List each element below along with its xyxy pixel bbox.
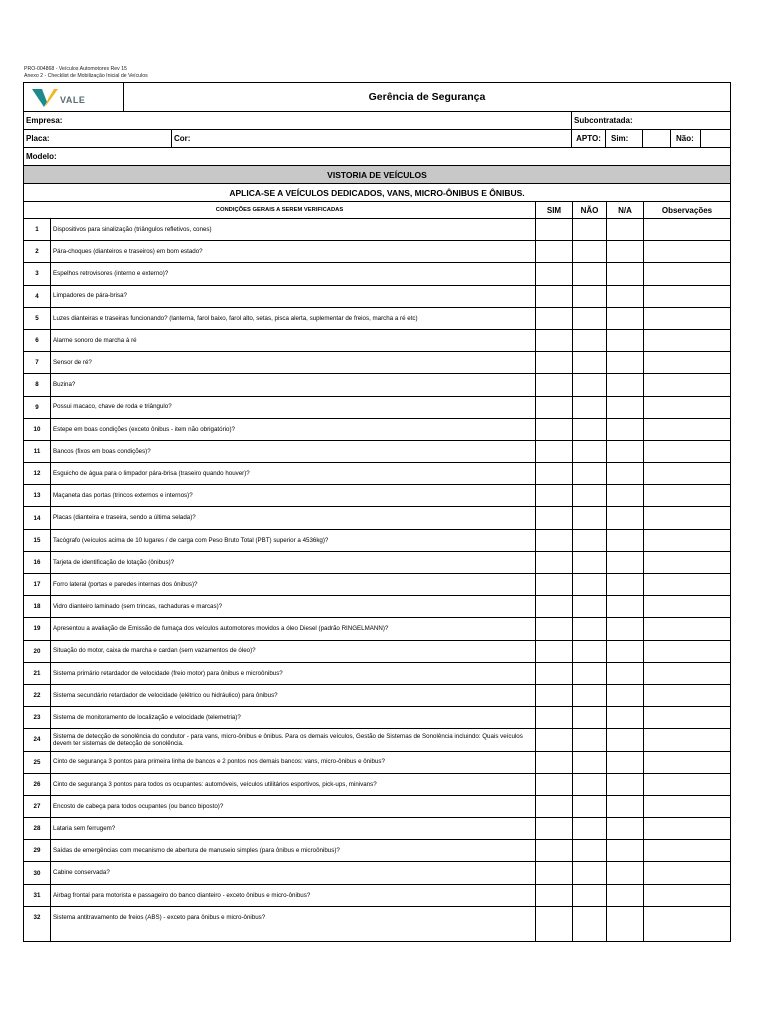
modelo-field[interactable]: Modelo: xyxy=(26,152,57,161)
item-description: Espelhos retrovisores (interno e externo)? xyxy=(51,263,536,284)
section-subtitle: APLICA-SE A VEÍCULOS DEDICADOS, VANS, MICRO-ÔNIBUS E ÔNIBUS. xyxy=(229,187,525,198)
item-na-checkbox[interactable] xyxy=(607,729,644,750)
item-description: Apresentou a avaliação de Emissão de fumaça dos veículos automotores movidos a óleo Diesel (padrão RINGELMANN)? xyxy=(51,618,536,639)
item-sim-checkbox[interactable] xyxy=(536,263,573,284)
item-nao-checkbox[interactable] xyxy=(573,374,607,395)
col-obs: Observações xyxy=(661,205,713,215)
apto-sim-box[interactable] xyxy=(643,130,671,147)
item-description: Airbag frontal para motorista e passageiro do banco dianteiro - exceto ônibus e micro-ônibus? xyxy=(51,885,536,906)
item-description: Possui macaco, chave de roda e triângulo? xyxy=(51,397,536,418)
item-na-checkbox[interactable] xyxy=(607,685,644,706)
item-number: 5 xyxy=(24,308,51,329)
item-number: 30 xyxy=(24,862,51,883)
item-observations-field[interactable] xyxy=(644,286,730,307)
item-nao-checkbox[interactable] xyxy=(573,641,607,662)
item-number: 29 xyxy=(24,840,51,861)
item-number: 4 xyxy=(24,286,51,307)
item-nao-checkbox[interactable] xyxy=(573,419,607,440)
item-sim-checkbox[interactable] xyxy=(536,818,573,839)
table-row xyxy=(24,241,730,263)
item-sim-checkbox[interactable] xyxy=(536,774,573,795)
placa-field[interactable]: Placa: xyxy=(24,130,172,147)
item-sim-checkbox[interactable] xyxy=(536,574,573,595)
item-observations-field[interactable] xyxy=(644,263,730,284)
table-row xyxy=(24,219,730,241)
table-row xyxy=(24,840,730,862)
item-nao-checkbox[interactable] xyxy=(573,707,607,728)
item-number: 6 xyxy=(24,330,51,351)
title-row xyxy=(24,83,730,112)
item-sim-checkbox[interactable] xyxy=(536,618,573,639)
item-sim-checkbox[interactable] xyxy=(536,241,573,262)
item-nao-checkbox[interactable] xyxy=(573,840,607,861)
table-row xyxy=(24,308,730,330)
table-row xyxy=(24,818,730,840)
item-number: 18 xyxy=(24,596,51,617)
item-na-checkbox[interactable] xyxy=(607,574,644,595)
cor-field[interactable]: Cor: xyxy=(172,130,572,147)
item-nao-checkbox[interactable] xyxy=(573,308,607,329)
item-na-checkbox[interactable] xyxy=(607,774,644,795)
table-row xyxy=(24,574,730,596)
table-row xyxy=(24,796,730,818)
item-observations-field[interactable] xyxy=(644,774,730,795)
item-nao-checkbox[interactable] xyxy=(573,885,607,906)
item-na-checkbox[interactable] xyxy=(607,507,644,528)
item-description: Encosto de cabeça para todos ocupantes (ou banco biposto)? xyxy=(51,796,536,817)
col-nao: NÃO xyxy=(573,202,607,218)
item-sim-checkbox[interactable] xyxy=(536,840,573,861)
table-row xyxy=(24,552,730,574)
item-number: 1 xyxy=(24,219,51,240)
apto-nao-label: Não: xyxy=(671,130,701,147)
item-na-checkbox[interactable] xyxy=(607,907,644,929)
item-sim-checkbox[interactable] xyxy=(536,463,573,484)
item-sim-checkbox[interactable] xyxy=(536,352,573,373)
item-description: Tarjeta de identificação de lotação (ônibus)? xyxy=(51,552,536,573)
item-na-checkbox[interactable] xyxy=(607,885,644,906)
item-observations-field[interactable] xyxy=(644,552,730,573)
item-number: 26 xyxy=(24,774,51,795)
tail-desc-cell xyxy=(51,929,536,941)
item-na-checkbox[interactable] xyxy=(607,618,644,639)
item-number: 16 xyxy=(24,552,51,573)
item-description: Luzes dianteiras e traseiras funcionando? (lanterna, farol baixo, farol alto, setas, pisca alerta, suplementar de freios, marcha a ré etc) xyxy=(51,308,536,329)
item-nao-checkbox[interactable] xyxy=(573,818,607,839)
item-description: Alarme sonoro de marcha à ré xyxy=(51,330,536,351)
table-row xyxy=(24,463,730,485)
table-row xyxy=(24,641,730,663)
item-na-checkbox[interactable] xyxy=(607,241,644,262)
table-row xyxy=(24,485,730,507)
table-row xyxy=(24,419,730,441)
item-na-checkbox[interactable] xyxy=(607,818,644,839)
item-description: Sensor de ré? xyxy=(51,352,536,373)
item-observations-field[interactable] xyxy=(644,463,730,484)
table-row xyxy=(24,374,730,396)
item-sim-checkbox[interactable] xyxy=(536,907,573,929)
item-nao-checkbox[interactable] xyxy=(573,574,607,595)
item-na-checkbox[interactable] xyxy=(607,352,644,373)
table-row xyxy=(24,774,730,796)
item-sim-checkbox[interactable] xyxy=(536,729,573,750)
item-number: 28 xyxy=(24,818,51,839)
item-number: 11 xyxy=(24,441,51,462)
item-description: Limpadores de pára-brisa? xyxy=(51,286,536,307)
item-description: Pára-choques (dianteiros e traseiros) em bom estado? xyxy=(51,241,536,262)
item-nao-checkbox[interactable] xyxy=(573,241,607,262)
item-nao-checkbox[interactable] xyxy=(573,796,607,817)
item-sim-checkbox[interactable] xyxy=(536,219,573,240)
item-na-checkbox[interactable] xyxy=(607,796,644,817)
tail-na-cell xyxy=(607,929,644,941)
table-row xyxy=(24,752,730,774)
item-sim-checkbox[interactable] xyxy=(536,397,573,418)
apto-nao-box[interactable] xyxy=(701,130,730,147)
item-number: 23 xyxy=(24,707,51,728)
item-description: Dispositivos para sinalização (triângulos refletivos, cones) xyxy=(51,219,536,240)
item-sim-checkbox[interactable] xyxy=(536,663,573,684)
item-number: 32 xyxy=(24,907,51,929)
tail-sim-cell xyxy=(536,929,573,941)
item-description: Sistema antitravamento de freios (ABS) - exceto para ônibus e micro-ônibus? xyxy=(51,907,536,929)
page-title: Gerência de Segurança xyxy=(368,91,486,103)
item-na-checkbox[interactable] xyxy=(607,752,644,773)
item-nao-checkbox[interactable] xyxy=(573,219,607,240)
item-observations-field[interactable] xyxy=(644,907,730,929)
section-subtitle-row xyxy=(24,184,730,202)
column-header-row xyxy=(24,202,730,219)
table-row xyxy=(24,685,730,707)
col-conditions: CONDIÇÕES GERAIS A SEREM VERIFICADAS xyxy=(24,202,536,218)
item-observations-field[interactable] xyxy=(644,441,730,462)
item-nao-checkbox[interactable] xyxy=(573,507,607,528)
col-sim: SIM xyxy=(536,202,573,218)
item-observations-field[interactable] xyxy=(644,818,730,839)
item-nao-checkbox[interactable] xyxy=(573,485,607,506)
tail-obs-cell xyxy=(644,929,730,941)
item-observations-field[interactable] xyxy=(644,374,730,395)
item-description: Estepe em boas condições (exceto ônibus - item não obrigatório)? xyxy=(51,419,536,440)
apto-label: APTO: xyxy=(572,130,606,147)
table-row xyxy=(24,286,730,308)
empresa-field[interactable]: Empresa: xyxy=(24,112,572,129)
item-observations-field[interactable] xyxy=(644,840,730,861)
item-na-checkbox[interactable] xyxy=(607,596,644,617)
item-number: 10 xyxy=(24,419,51,440)
item-na-checkbox[interactable] xyxy=(607,263,644,284)
item-description: Esguicho de água para o limpador pára-brisa (traseiro quando houver)? xyxy=(51,463,536,484)
item-observations-field[interactable] xyxy=(644,596,730,617)
item-observations-field[interactable] xyxy=(644,685,730,706)
item-na-checkbox[interactable] xyxy=(607,397,644,418)
table-row xyxy=(24,397,730,419)
item-number: 7 xyxy=(24,352,51,373)
item-nao-checkbox[interactable] xyxy=(573,618,607,639)
item-number: 3 xyxy=(24,263,51,284)
item-number: 25 xyxy=(24,752,51,773)
placa-row xyxy=(24,130,730,148)
item-observations-field[interactable] xyxy=(644,330,730,351)
item-observations-field[interactable] xyxy=(644,574,730,595)
item-number: 13 xyxy=(24,485,51,506)
item-na-checkbox[interactable] xyxy=(607,419,644,440)
table-row xyxy=(24,907,730,929)
item-nao-checkbox[interactable] xyxy=(573,397,607,418)
item-sim-checkbox[interactable] xyxy=(536,685,573,706)
item-na-checkbox[interactable] xyxy=(607,308,644,329)
tail-num-cell xyxy=(24,929,51,941)
item-description: Vidro dianteiro laminado (sem trincas, rachaduras e marcas)? xyxy=(51,596,536,617)
table-row xyxy=(24,441,730,463)
vale-logo xyxy=(24,83,124,111)
table-row xyxy=(24,263,730,285)
item-number: 24 xyxy=(24,729,51,750)
item-description: Cinto de segurança 3 pontos para primeira linha de bancos e 2 pontos nos demais bancos: vans, micro-ônibus e ônibus? xyxy=(51,752,536,773)
item-description: Situação do motor, caixa de marcha e cardan (sem vazamentos de óleo)? xyxy=(51,641,536,662)
item-observations-field[interactable] xyxy=(644,707,730,728)
subcontratada-field[interactable]: Subcontratada: xyxy=(574,116,633,125)
table-row xyxy=(24,507,730,529)
item-na-checkbox[interactable] xyxy=(607,463,644,484)
item-sim-checkbox[interactable] xyxy=(536,530,573,551)
document-header xyxy=(24,66,148,80)
tail-nao-cell xyxy=(573,929,607,941)
item-description: Cabine conservada? xyxy=(51,862,536,883)
item-observations-field[interactable] xyxy=(644,641,730,662)
item-description: Saídas de emergências com mecanismo de abertura de manuseio simples (para ônibus e microônibus)? xyxy=(51,840,536,861)
item-nao-checkbox[interactable] xyxy=(573,263,607,284)
item-description: Maçaneta das portas (trincos externos e internos)? xyxy=(51,485,536,506)
item-sim-checkbox[interactable] xyxy=(536,308,573,329)
section-title-row xyxy=(24,166,730,184)
item-number: 14 xyxy=(24,507,51,528)
item-nao-checkbox[interactable] xyxy=(573,685,607,706)
item-description: Sistema primário retardador de velocidade (freio motor) para ônibus e microônibus? xyxy=(51,663,536,684)
item-observations-field[interactable] xyxy=(644,419,730,440)
item-sim-checkbox[interactable] xyxy=(536,441,573,462)
item-sim-checkbox[interactable] xyxy=(536,552,573,573)
item-description: Tacógrafo (veículos acima de 10 lugares / de carga com Peso Bruto Total (PBT) superior a 4536kg)? xyxy=(51,530,536,551)
checklist-items xyxy=(24,219,730,929)
item-sim-checkbox[interactable] xyxy=(536,885,573,906)
item-description: Placas (dianteira e traseira, sendo a última selada)? xyxy=(51,507,536,528)
item-nao-checkbox[interactable] xyxy=(573,441,607,462)
item-observations-field[interactable] xyxy=(644,796,730,817)
item-observations-field[interactable] xyxy=(644,752,730,773)
table-row xyxy=(24,530,730,552)
item-number: 31 xyxy=(24,885,51,906)
table-row xyxy=(24,885,730,907)
item-observations-field[interactable] xyxy=(644,530,730,551)
item-sim-checkbox[interactable] xyxy=(536,641,573,662)
item-observations-field[interactable] xyxy=(644,507,730,528)
table-row xyxy=(24,330,730,352)
item-description: Sistema secundário retardador de velocidade (elétrico ou hidráulico) para ônibus? xyxy=(51,685,536,706)
item-sim-checkbox[interactable] xyxy=(536,596,573,617)
item-na-checkbox[interactable] xyxy=(607,663,644,684)
item-description: Buzina? xyxy=(51,374,536,395)
item-sim-checkbox[interactable] xyxy=(536,752,573,773)
item-observations-field[interactable] xyxy=(644,352,730,373)
item-description: Lataria sem ferrugem? xyxy=(51,818,536,839)
item-na-checkbox[interactable] xyxy=(607,219,644,240)
empresa-row xyxy=(24,112,730,130)
item-nao-checkbox[interactable] xyxy=(573,286,607,307)
item-number: 27 xyxy=(24,796,51,817)
item-na-checkbox[interactable] xyxy=(607,552,644,573)
item-na-checkbox[interactable] xyxy=(607,840,644,861)
item-na-checkbox[interactable] xyxy=(607,485,644,506)
item-nao-checkbox[interactable] xyxy=(573,862,607,883)
item-number: 19 xyxy=(24,618,51,639)
item-observations-field[interactable] xyxy=(644,241,730,262)
item-sim-checkbox[interactable] xyxy=(536,707,573,728)
item-observations-field[interactable] xyxy=(644,618,730,639)
doc-annex: Anexo 2 - Checklist de Mobilização Inicial de Veículos xyxy=(24,73,148,79)
item-nao-checkbox[interactable] xyxy=(573,463,607,484)
item-description: Sistema de detecção de sonolência do condutor - para vans, micro-ônibus e ônibus. Para os demais veículos, Gestão de Sistemas de Sonolência incluindo: Quais veículos devem ter sistemas de detecção de sonolência. xyxy=(51,729,536,750)
checklist-sheet xyxy=(23,82,731,942)
table-row xyxy=(24,352,730,374)
item-number: 2 xyxy=(24,241,51,262)
item-number: 8 xyxy=(24,374,51,395)
item-nao-checkbox[interactable] xyxy=(573,752,607,773)
item-nao-checkbox[interactable] xyxy=(573,774,607,795)
item-na-checkbox[interactable] xyxy=(607,862,644,883)
table-row xyxy=(24,729,730,751)
item-sim-checkbox[interactable] xyxy=(536,862,573,883)
table-row xyxy=(24,862,730,884)
vale-logo-text: VALE xyxy=(60,95,86,105)
item-number: 21 xyxy=(24,663,51,684)
col-na: N/A xyxy=(607,202,644,218)
item-sim-checkbox[interactable] xyxy=(536,485,573,506)
item-observations-field[interactable] xyxy=(644,729,730,750)
item-nao-checkbox[interactable] xyxy=(573,729,607,750)
vale-logo-icon xyxy=(32,87,58,107)
table-row xyxy=(24,707,730,729)
item-na-checkbox[interactable] xyxy=(607,441,644,462)
item-observations-field[interactable] xyxy=(644,397,730,418)
item-description: Forro lateral (portas e paredes internas dos ônibus)? xyxy=(51,574,536,595)
item-description: Sistema de monitoramento de localização e velocidade (telemetria)? xyxy=(51,707,536,728)
item-number: 9 xyxy=(24,397,51,418)
item-number: 20 xyxy=(24,641,51,662)
table-tail-row xyxy=(24,929,730,941)
section-title: VISTORIA DE VEÍCULOS xyxy=(24,166,730,183)
item-description: Bancos (fixos em boas condições)? xyxy=(51,441,536,462)
item-sim-checkbox[interactable] xyxy=(536,796,573,817)
item-nao-checkbox[interactable] xyxy=(573,330,607,351)
item-observations-field[interactable] xyxy=(644,663,730,684)
item-sim-checkbox[interactable] xyxy=(536,374,573,395)
item-nao-checkbox[interactable] xyxy=(573,596,607,617)
item-sim-checkbox[interactable] xyxy=(536,330,573,351)
item-number: 17 xyxy=(24,574,51,595)
item-description: Cinto de segurança 3 pontos para todos os ocupantes: automóveis, veículos utilitários esportivos, pick-ups, minivans? xyxy=(51,774,536,795)
item-nao-checkbox[interactable] xyxy=(573,352,607,373)
item-nao-checkbox[interactable] xyxy=(573,663,607,684)
item-na-checkbox[interactable] xyxy=(607,286,644,307)
item-na-checkbox[interactable] xyxy=(607,330,644,351)
item-number: 12 xyxy=(24,463,51,484)
table-row xyxy=(24,618,730,640)
item-observations-field[interactable] xyxy=(644,885,730,906)
item-number: 15 xyxy=(24,530,51,551)
table-row xyxy=(24,663,730,685)
item-nao-checkbox[interactable] xyxy=(573,907,607,929)
item-na-checkbox[interactable] xyxy=(607,374,644,395)
item-na-checkbox[interactable] xyxy=(607,641,644,662)
item-number: 22 xyxy=(24,685,51,706)
item-sim-checkbox[interactable] xyxy=(536,419,573,440)
item-nao-checkbox[interactable] xyxy=(573,552,607,573)
item-sim-checkbox[interactable] xyxy=(536,507,573,528)
doc-code: PRO-004868 - Veículos Automotores Rev 15 xyxy=(24,66,127,72)
item-observations-field[interactable] xyxy=(644,219,730,240)
item-na-checkbox[interactable] xyxy=(607,707,644,728)
modelo-row xyxy=(24,148,730,166)
item-sim-checkbox[interactable] xyxy=(536,286,573,307)
table-row xyxy=(24,596,730,618)
item-nao-checkbox[interactable] xyxy=(573,530,607,551)
item-observations-field[interactable] xyxy=(644,862,730,883)
apto-sim-label: Sim: xyxy=(606,130,643,147)
item-na-checkbox[interactable] xyxy=(607,530,644,551)
item-observations-field[interactable] xyxy=(644,308,730,329)
item-observations-field[interactable] xyxy=(644,485,730,506)
